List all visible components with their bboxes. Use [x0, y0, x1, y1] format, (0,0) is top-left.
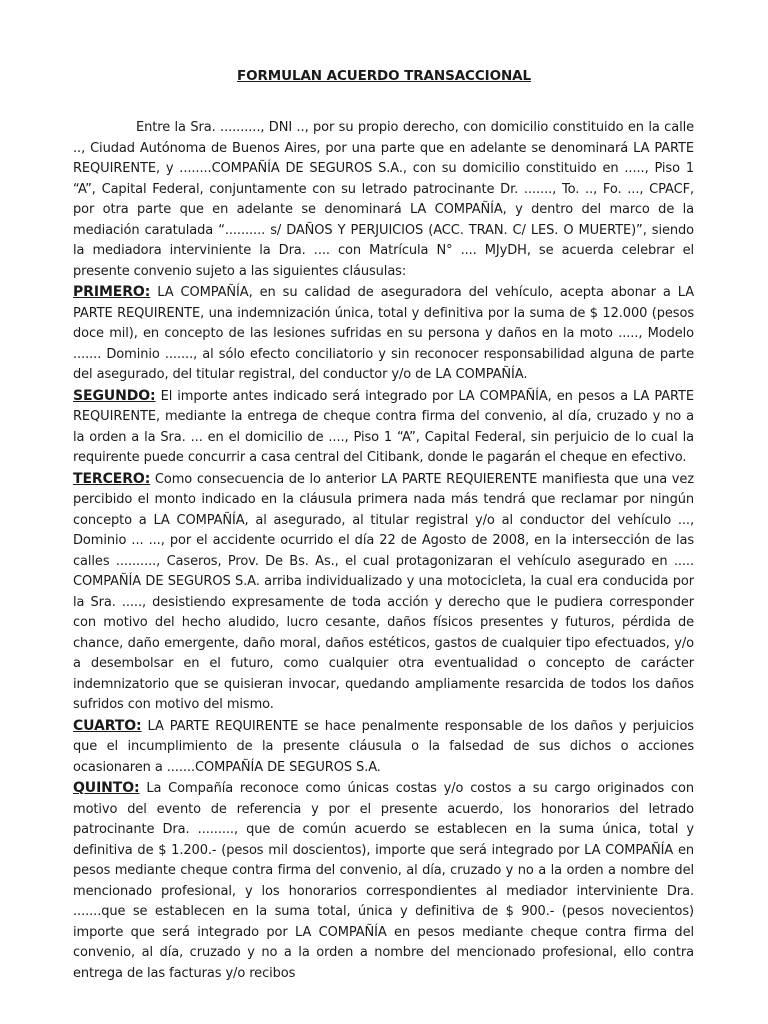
- clause-segundo: [73, 386, 694, 469]
- clause-heading: SEGUNDO:: [73, 387, 156, 404]
- clause-heading: QUINTO:: [73, 780, 140, 796]
- clause-text: LA PARTE REQUIRENTE se hace penalmente responsable de los daños y perjuicios que el incumplimiento de la presente cláusula o la falsedad de sus dichos o acciones ocasionaren a .......COMPAÑÍA DE SEGUROS S.A.: [73, 718, 694, 775]
- document-body: [73, 118, 694, 984]
- clause-text: Como consecuencia de lo anterior LA PARTE REQUIERENTE manifiesta que una vez percibido el monto indicado en la cláusula primera nada más tendrá que reclamar por ningún concepto a LA COMPAÑÍA, al asegurado, al titular registral y/o al conductor del vehículo ..., Dominio ... ..., por el accidente ocurrido el día 22 de Agosto de 2008, en la intersección de las calles .........., Caseros, Prov. De Bs. As., el cual protagonizaran el vehículo asegurado en ..... COMPAÑÍA DE SEGUROS S.A. arriba individualizado y una motocicleta, la cual era conducida por la Sra. ....., desistiendo expresamente de toda acción y derecho que le pudiera corresponder con motivo del hecho aludido, lucro cesante, daños físicos presentes y futuros, pérdida de chance, daño emergente, daño moral, daños estéticos, gastos de cualquier tipo efectuados, y/o a desembolsar en el futuro, como cualquier otra eventualidad o concepto de carácter indemnizatorio que se quisieran invocar, quedando ampliamente resarcida de todos los daños sufridos con motivo del mismo.: [73, 471, 694, 712]
- clause-primero: [73, 282, 694, 386]
- document-title: FORMULAN ACUERDO TRANSACCIONAL: [236, 68, 532, 84]
- clause-text: La Compañía reconoce como únicas costas y/o costos a su cargo originados con motivo del evento de referencia y por el presente acuerdo, los honorarios del letrado patrocinante Dra. ........., que de común acuerdo se establecen en la suma única, total y definitiva de $ 1.200.- (pesos mil doscientos), importe que será integrado por LA COMPAÑÍA en pesos mediante cheque contra firma del convenio, al día, cruzado y no a la orden a nombre del mencionado profesional, y los honorarios correspondientes al mediador interviniente Dra. .......que se establecen en la suma total, única y definitiva de $ 900.- (pesos novecientos) importe que será integrado por LA COMPAÑÍA en pesos mediante cheque contra firma del convenio, al día, cruzado y no a la orden a nombre del mencionado profesional, ello contra entrega de las facturas y/o recibos: [73, 781, 694, 981]
- clause-heading: TERCERO:: [73, 470, 151, 487]
- clause-heading: PRIMERO:: [73, 284, 151, 300]
- clause-text: LA COMPAÑÍA, en su calidad de aseguradora del vehículo, acepta abonar a LA PARTE REQUIRENTE, una indemnización única, total y definitiva por la suma de $ 12.000 (pesos doce mil), en concepto de las lesiones sufridas en su persona y daños en la moto ....., Modelo ....... Dominio ......., al sólo efecto conciliatorio y sin reconocer responsabilidad alguna de parte del asegurado, del titular registral, del conductor y/o de LA COMPAÑÍA.: [73, 285, 694, 382]
- clause-text: El importe antes indicado será integrado por LA COMPAÑÍA, en pesos a LA PARTE REQUIRENTE, mediante la entrega de cheque contra firma del convenio, al día, cruzado y no a la orden a la Sra. ... en el domicilio de ...., Piso 1 “A”, Capital Federal, sin perjuicio de lo cual la requirente puede concurrir a casa central del Citibank, donde le pagarán el cheque en efectivo.: [73, 388, 694, 465]
- clause-cuarto: [73, 716, 694, 779]
- clause-heading: CUARTO:: [73, 717, 142, 734]
- intro-paragraph: Entre la Sra. .........., DNI .., por su propio derecho, con domicilio constituido en la calle .., Ciudad Autónoma de Buenos Aires, por una parte que en adelante se denominará LA PARTE REQUIRENTE, y ........COMPAÑÍA DE SEGUROS S.A., con su domicilio constituido en ....., Piso 1 “A”, Capital Federal, conjuntamente con su letrado patrocinante Dr. ......., To. .., Fo. ..., CPACF, por otra parte que en adelante se denominará LA COMPAÑÍA, y dentro del marco de la mediación caratulada “.......... s/ DAÑOS Y PERJUICIOS (ACC. TRAN. C/ LES. O MUERTE)”, siendo la mediadora interviniente la Dra. .... con Matrícula N° .... MJyDH, se acuerda celebrar el presente convenio sujeto a las siguientes cláusulas:: [73, 120, 694, 279]
- clause-tercero: [73, 469, 694, 716]
- clause-quinto: [73, 778, 694, 984]
